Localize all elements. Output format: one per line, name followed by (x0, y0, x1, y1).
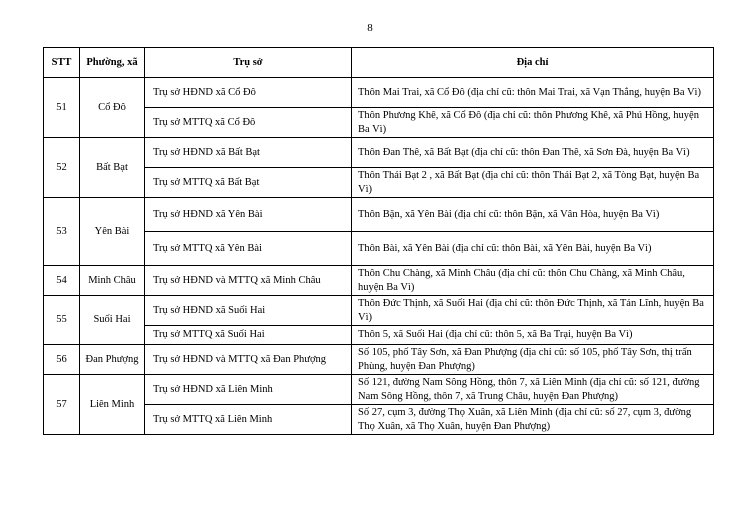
stt-cell: 56 (44, 345, 80, 375)
office-cell: Trụ sở HĐND xã Cổ Đô (145, 78, 352, 108)
office-cell: Trụ sở HĐND và MTTQ xã Minh Châu (145, 266, 352, 296)
stt-cell: 51 (44, 78, 80, 138)
table-row (44, 405, 714, 435)
office-cell: Trụ sở MTTQ xã Suối Hai (145, 326, 352, 345)
office-cell: Trụ sở MTTQ xã Cổ Đô (145, 108, 352, 138)
office-cell: Trụ sở HĐND và MTTQ xã Đan Phượng (145, 345, 352, 375)
header-office: Trụ sở (145, 48, 352, 78)
office-address-table (43, 47, 714, 435)
ward-cell: Yên Bài (80, 198, 145, 266)
page-number: 8 (367, 22, 373, 34)
office-cell: Trụ sở HĐND xã Suối Hai (145, 296, 352, 326)
address-cell: Thôn Mai Trai, xã Cổ Đô (địa chỉ cũ: thôn Mai Trai, xã Vạn Thắng, huyện Ba Vì) (352, 78, 714, 108)
office-cell: Trụ sở HĐND xã Yên Bài (145, 198, 352, 232)
table-row (44, 345, 714, 375)
stt-cell: 53 (44, 198, 80, 266)
office-cell: Trụ sở HĐND xã Liên Minh (145, 375, 352, 405)
table-body (44, 78, 714, 435)
table-row (44, 296, 714, 326)
table-row (44, 138, 714, 168)
address-cell: Thôn Bài, xã Yên Bài (địa chỉ cũ: thôn Bài, xã Yên Bài, huyện Ba Vì) (352, 232, 714, 266)
stt-cell: 57 (44, 375, 80, 435)
address-cell: Số 121, đường Nam Sông Hồng, thôn 7, xã Liên Minh (địa chỉ cũ: số 121, đường Nam Sông Hồng, thôn 7, xã Trung Châu, huyện Đan Phượng) (352, 375, 714, 405)
office-cell: Trụ sở HĐND xã Bất Bạt (145, 138, 352, 168)
header-stt: STT (44, 48, 80, 78)
office-cell: Trụ sở MTTQ xã Yên Bài (145, 232, 352, 266)
address-cell: Thôn Bặn, xã Yên Bài (địa chỉ cũ: thôn Bặn, xã Vân Hòa, huyện Ba Vì) (352, 198, 714, 232)
office-cell: Trụ sở MTTQ xã Liên Minh (145, 405, 352, 435)
table-row (44, 108, 714, 138)
ward-cell: Bất Bạt (80, 138, 145, 198)
ward-cell: Minh Châu (80, 266, 145, 296)
address-cell: Số 27, cụm 3, đường Thọ Xuân, xã Liên Minh (địa chỉ cũ: số 27, cụm 3, đường Thọ Xuân, xã Thọ Xuân, huyện Đan Phượng) (352, 405, 714, 435)
header-ward: Phường, xã (80, 48, 145, 78)
address-cell: Số 105, phố Tây Sơn, xã Đan Phượng (địa chỉ cũ: số 105, phố Tây Sơn, thị trấn Phùng, huyện Đan Phượng) (352, 345, 714, 375)
stt-cell: 55 (44, 296, 80, 345)
table-row (44, 326, 714, 345)
address-cell: Thôn Thái Bạt 2 , xã Bất Bạt (địa chỉ cũ: thôn Thái Bạt 2, xã Tòng Bạt, huyện Ba Vì) (352, 168, 714, 198)
table-row (44, 232, 714, 266)
ward-cell: Suối Hai (80, 296, 145, 345)
address-cell: Thôn Đức Thịnh, xã Suối Hai (địa chỉ cũ: thôn Đức Thịnh, xã Tản Lĩnh, huyện Ba Vì) (352, 296, 714, 326)
table-row (44, 266, 714, 296)
table-row (44, 375, 714, 405)
stt-cell: 54 (44, 266, 80, 296)
table-row (44, 78, 714, 108)
office-cell: Trụ sở MTTQ xã Bất Bạt (145, 168, 352, 198)
address-cell: Thôn Đan Thê, xã Bất Bạt (địa chỉ cũ: thôn Đan Thê, xã Sơn Đà, huyện Ba Vì) (352, 138, 714, 168)
address-cell: Thôn Chu Chàng, xã Minh Châu (địa chỉ cũ: thôn Chu Chàng, xã Minh Châu, huyện Ba Vì) (352, 266, 714, 296)
header-address: Địa chỉ (352, 48, 714, 78)
ward-cell: Liên Minh (80, 375, 145, 435)
stt-cell: 52 (44, 138, 80, 198)
table-row (44, 168, 714, 198)
table-header-row (44, 48, 714, 78)
ward-cell: Cổ Đô (80, 78, 145, 138)
address-cell: Thôn Phương Khê, xã Cổ Đô (địa chỉ cũ: thôn Phương Khê, xã Phú Hồng, huyện Ba Vì) (352, 108, 714, 138)
table-row (44, 198, 714, 232)
ward-cell: Đan Phượng (80, 345, 145, 375)
address-cell: Thôn 5, xã Suối Hai (địa chỉ cũ: thôn 5, xã Ba Trại, huyện Ba Vì) (352, 326, 714, 345)
